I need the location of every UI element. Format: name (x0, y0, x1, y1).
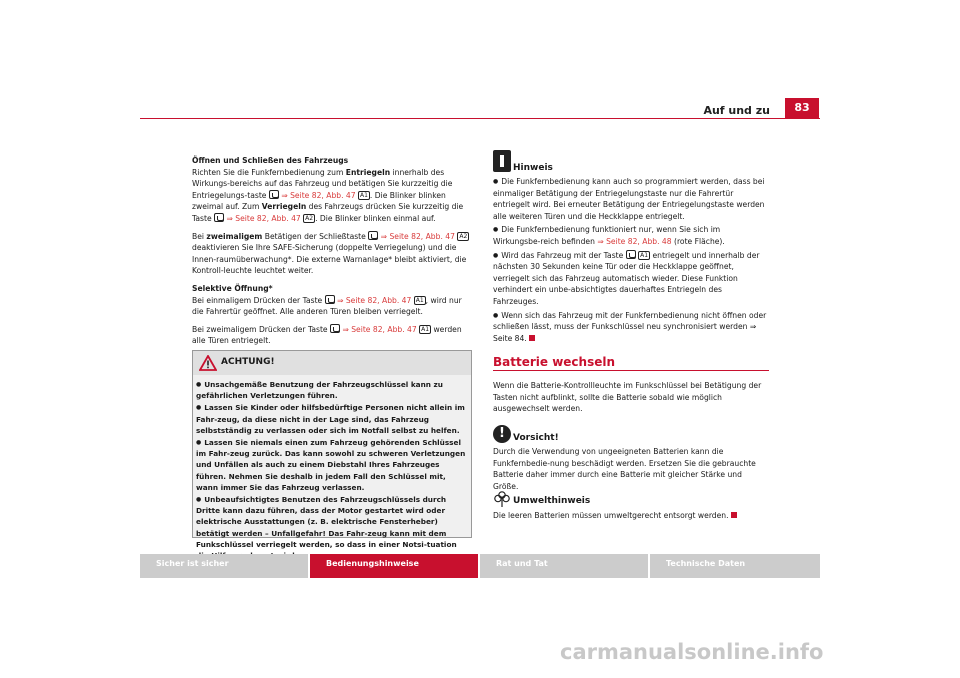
hint-item: ● Die Funkfernbedienung funktioniert nur, wenn Sie sich im Wirkungsbe-reich befinden ⇒ Seite 82, Abb. 48 (rote Fläche). (493, 224, 769, 247)
hint-list (493, 176, 769, 350)
warning-item: ● Unsachgemäße Benutzung der Fahrzeugschlüssel kann zu gefährlichen Verletzungen führen. (196, 379, 468, 401)
paragraph-unlock-lock: Richten Sie die Funkfernbedienung zum Entriegeln innerhalb des Wirkungs-bereichs auf das Fahrzeug und betätigen Sie kurzzeitig die Entriegelungs-taste ⇒ Seite 82, Abb. 47 A1 . Die Blinker blinken zweimal auf. Zum Verriegeln des Fahrzeugs drücken Sie kurzzeitig die Taste ⇒ Seite 82, Abb. 47 A2 . Die Blinker blinken einmal auf. (192, 167, 464, 223)
label-a1: A1 (360, 191, 368, 199)
section-heading-selective: Selektive Öffnung* (192, 283, 273, 293)
left-column (192, 155, 472, 353)
environment-flower-icon (493, 490, 511, 508)
lock-key-icon (368, 231, 378, 240)
unlock-key-icon (269, 190, 279, 199)
warning-header (193, 351, 471, 375)
unlock-key-icon (330, 324, 340, 333)
warning-item: ● Lassen Sie Kinder oder hilfsbedürftige Personen nicht allein im Fahr-zeug, da diese nicht in der Lage sind, das Fahrzeug selbstständig zu verlassen oder sich im Notfall selbst zu helfen. (196, 402, 468, 436)
section-title-battery: Batterie wechseln (493, 355, 616, 369)
section-divider (493, 370, 769, 371)
footer-tab-bedienung[interactable]: Bedienungshinweise (310, 554, 478, 578)
warning-item: ● Lassen Sie niemals einen zum Fahrzeug gehörenden Schlüssel im Fahr-zeug zurück. Das kann sowohl zu schweren Verletzungen und Unfällen als auch zu einem Diebstahl Ihres Fahrzeuges führen. Nehmen Sie deshalb in jedem Fall den Schlüssel mit, wann immer Sie das Fahrzeug verlassen. (196, 437, 468, 493)
battery-text: Wenn die Batterie-Kontrollleuchte im Funkschlüssel bei Betätigung der Tasten nicht aufblinkt, sollte die Batterie sobald wie möglich ausgewechselt werden. (493, 381, 762, 414)
page-link[interactable]: ⇒ Seite 82, Abb. 47 (380, 231, 455, 241)
page-number: 83 (785, 98, 819, 118)
label-a2: A2 (305, 214, 314, 222)
label-a1: A1 (640, 251, 649, 259)
unlock-key-icon (626, 250, 636, 259)
environment-title: Umwelthinweis (513, 496, 591, 506)
caution-icon: ! (493, 425, 511, 443)
page-header-title: Auf und zu (703, 104, 770, 117)
footer-tab-sicher[interactable]: Sicher ist sicher (140, 554, 308, 578)
paragraph-safe-lock: Bei zweimaligem Betätigen der Schließtaste ⇒ Seite 82, Abb. 47 A2 deaktivieren Sie Ihre SAFE-Sicherung (doppelte Verriegelung) und die Innen-raumüberwachung*. Die externe Warnanlage* bleibt aktiviert, die Kontroll-leuchte leuchtet weiter. (192, 231, 468, 276)
warning-box (192, 350, 472, 549)
lock-key-icon (214, 213, 224, 222)
page-link[interactable]: ⇒ Seite 82, Abb. 47 (226, 213, 301, 223)
footer-tab-rat[interactable]: Rat und Tat (480, 554, 648, 578)
end-marker-icon (529, 335, 535, 341)
label-a1: A1 (421, 325, 430, 333)
warning-item: ● Unbeaufsichtigtes Benutzen des Fahrzeugschlüssels durch Dritte kann dazu führen, dass der Motor gestartet wird oder elektrische Ausstattungen (z. B. elektrische Fensterheber) betätigt werden – Unfallgefahr! Das Fahr-zeug kann mit dem Funkschlüssel verriegelt werden, so dass in einer Notsi-tuation (196, 494, 468, 561)
unlock-key-icon (325, 295, 335, 304)
page-link[interactable]: ⇒ Seite 82, Abb. 48 (597, 236, 672, 246)
watermark: carmanualsonline.info (560, 640, 824, 664)
page-link[interactable]: ⇒ Seite 82, Abb. 47 (342, 324, 417, 334)
warning-title: ACHTUNG! (221, 357, 275, 367)
paragraph-selective-twice: Bei zweimaligem Drücken der Taste ⇒ Seite 82, Abb. 47 A1 werden alle Türen entriegelt. (192, 324, 462, 346)
hint-title: Hinweis (513, 163, 553, 173)
hint-item: ● Wird das Fahrzeug mit der Taste A1 entriegelt und innerhalb der nächsten 30 Sekunden keine Tür oder die Heckklappe geöffnet, verriegelt sich das Fahrzeug automatisch wieder. Diese Funktion verhindert ein unbe-absichtigtes dauerhaftes Entriegeln des Fahrzeuges. (493, 250, 769, 308)
hint-item: ● Die Funkfernbedienung kann auch so programmiert werden, dass bei einmaliger Betätigung der Entriegelungstaste nur die Fahrertür entriegelt wird. Bei erneuter Betätigung der Entriegelungstaste werden alle weiteren Türen und die Heckklappe entriegelt. (493, 176, 769, 222)
page-link[interactable]: ⇒ Seite 82, Abb. 47 (281, 190, 356, 200)
hint-item: ● Wenn sich das Fahrzeug mit der Funkfernbedienung nicht öffnen oder schließen lässt, muss der Funkschlüssel neu synchronisiert werden ⇒ Seite 84. (493, 310, 769, 345)
warning-list (196, 379, 468, 562)
end-marker-icon (731, 512, 737, 518)
label-a1: A1 (415, 296, 424, 304)
warning-triangle-icon (199, 355, 217, 371)
environment-text: Die leeren Batterien müssen umweltgerecht entsorgt werden. (493, 510, 769, 522)
header-divider (140, 118, 820, 119)
paragraph-selective-once: Bei einmaligem Drücken der Taste ⇒ Seite 82, Abb. 47 A1 , wird nur die Fahrertür geöffnet. Alle anderen Türen bleiben verriegelt. (192, 295, 462, 317)
caution-text: Durch die Verwendung von ungeeigneten Batterien kann die Funkfernbedie-nung beschädigt werden. Ersetzen Sie die gebrauchte Batterie daher immer durch eine Batterie mit gleicher Stärke und Größe. (493, 447, 756, 491)
footer-tab-technik[interactable]: Technische Daten (650, 554, 820, 578)
info-icon (493, 150, 511, 172)
caution-title: Vorsicht! (513, 433, 559, 443)
page-link[interactable]: ⇒ Seite 82, Abb. 47 (337, 295, 412, 305)
label-a2: A2 (459, 232, 468, 240)
section-heading-open-close: Öffnen und Schließen des Fahrzeugs (192, 156, 349, 165)
